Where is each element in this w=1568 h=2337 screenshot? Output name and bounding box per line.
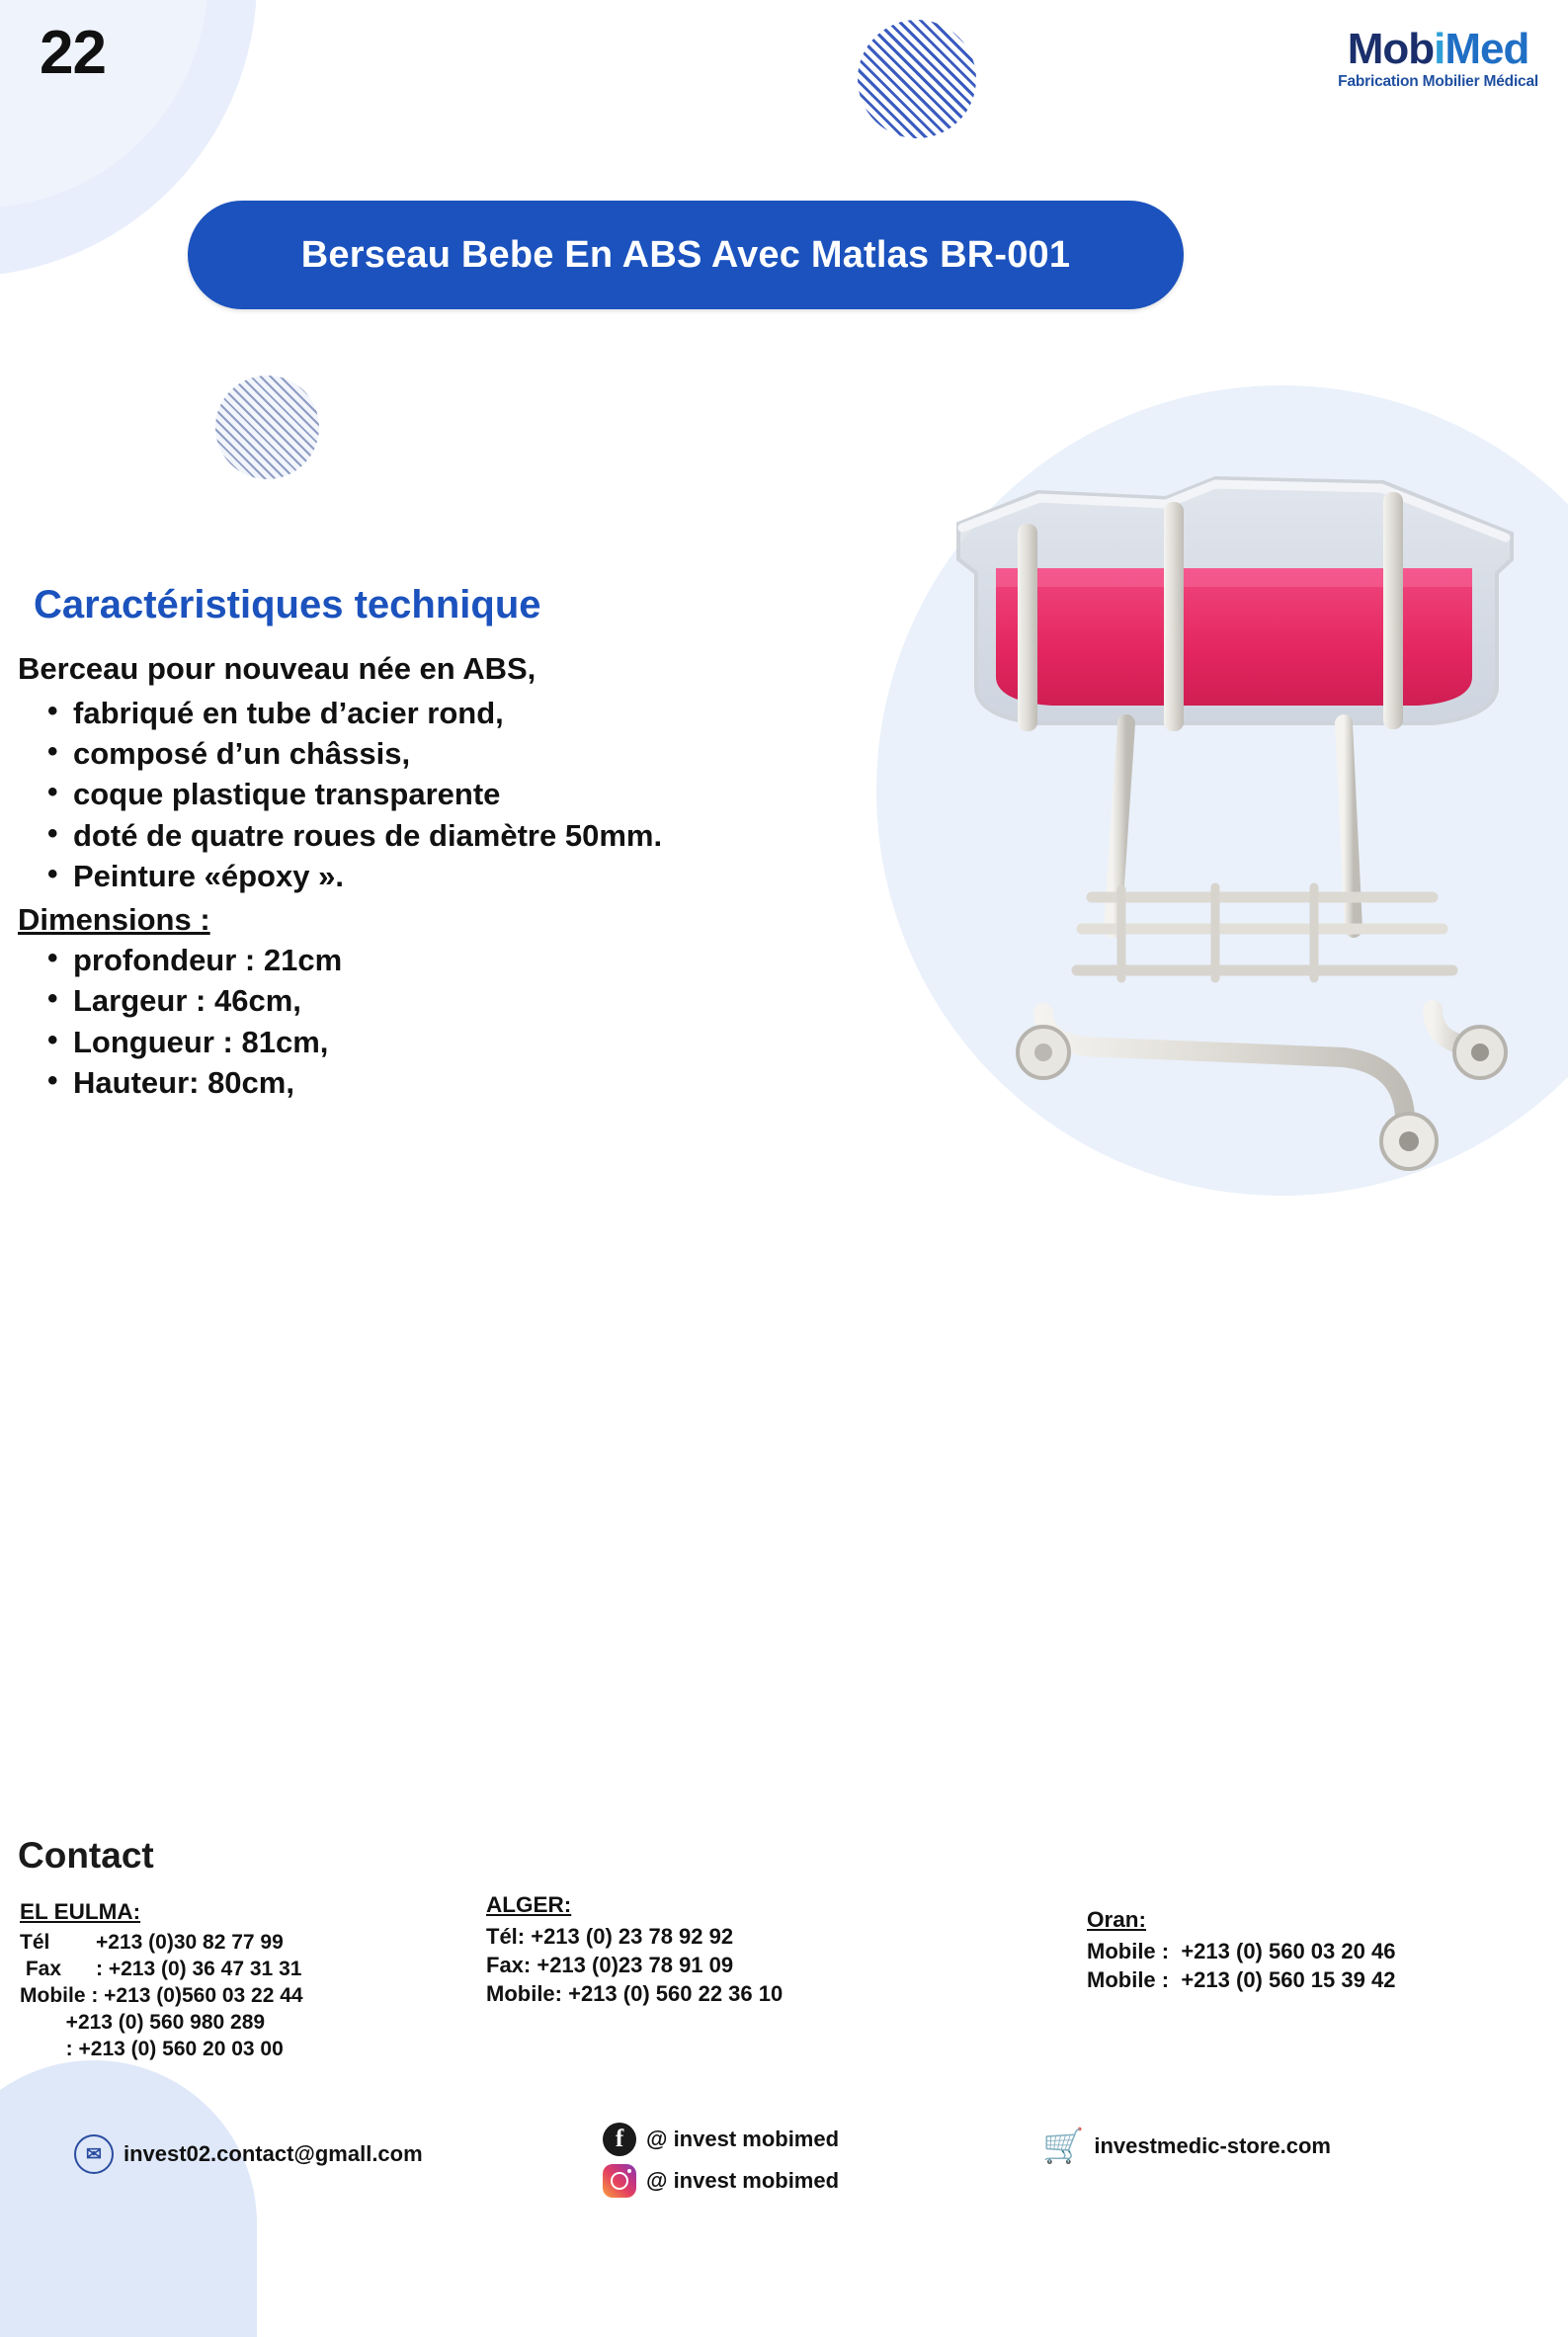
shopping-cart-icon: 🛒 [1042,2128,1085,2165]
specifications-section [18,583,1016,1103]
contact-line: Mobile : +213 (0) 560 15 39 42 [1087,1967,1396,1992]
contact-line: Mobile : +213 (0) 560 03 20 46 [1087,1939,1396,1963]
cot-post-left [1018,524,1037,731]
website-contact[interactable] [1042,2129,1331,2163]
contact-line: Mobile : +213 (0)560 03 22 44 [20,1984,303,2007]
contact-column-alger [486,1892,783,2010]
features-list [18,693,1016,896]
contact-column-eulma [20,1899,303,2064]
castor-wheel-front [1381,1114,1437,1169]
specifications-lead: Berceau pour nouveau née en ABS, [18,651,536,686]
contact-line: +213 (0) 560 980 289 [20,2011,266,2034]
email-address: invest02.contact@gmall.com [124,2141,423,2166]
envelope-icon: ✉ [74,2134,114,2174]
cot-post-midleft [1164,502,1184,731]
dimensions-list [18,940,1016,1103]
contact-line: Tél +213 (0)30 82 77 99 [20,1931,284,1954]
list-item: • composé d’un châssis, [73,733,1016,774]
facebook-handle: @ invest mobimed [646,2127,840,2151]
list-item: • coque plastique transparente [73,774,1016,814]
instagram-contact[interactable] [603,2164,839,2198]
dimensions-heading: Dimensions : [18,902,210,938]
list-item: • fabriqué en tube d’acier rond, [73,693,1016,733]
striped-circle-top [858,20,976,138]
list-item: • profondeur : 21cm [73,940,1016,980]
brand-tagline: Fabrication Mobilier Médical [1338,73,1538,90]
striped-circle-small [215,376,319,479]
contact-line: Fax: +213 (0)23 78 91 09 [486,1953,734,1977]
brand-name-part2: Med [1444,25,1529,73]
contact-line: Mobile: +213 (0) 560 22 36 10 [486,1981,784,2006]
list-item: • doté de quatre roues de diamètre 50mm. [73,815,1016,856]
product-title: Berseau Bebe En ABS Avec Matlas BR-001 [300,233,1071,276]
email-contact[interactable] [74,2134,423,2174]
bottom-left-decoration [0,2060,257,2337]
list-item: • Longueur : 81cm, [73,1022,1016,1062]
contact-line: Fax : +213 (0) 36 47 31 31 [20,1958,302,1980]
instagram-handle: @ invest mobimed [646,2168,840,2193]
contact-column-oran [1087,1907,1395,1996]
page-number: 22 [40,19,106,87]
list-item: • Hauteur: 80cm, [73,1062,1016,1103]
facebook-icon: f [603,2123,636,2156]
list-item: • Largeur : 46cm, [73,980,1016,1021]
castor-wheel-left [1018,1027,1069,1078]
contact-city-eulma: EL EULMA: [20,1899,141,1924]
contact-line: : +213 (0) 560 20 03 00 [20,2038,284,2060]
brand-name-part1: Mob [1347,25,1435,73]
brand-name-i: i [1434,25,1445,73]
contact-city-oran: Oran: [1087,1907,1147,1932]
brand-logo [1338,25,1538,91]
instagram-icon [603,2164,636,2198]
cot-post-midright [1383,492,1403,729]
product-title-banner [188,201,1184,309]
specifications-heading: Caractéristiques technique [34,583,541,626]
brand-name [1338,25,1538,73]
contact-city-alger: ALGER: [486,1892,572,1917]
website-url: investmedic-store.com [1094,2133,1331,2158]
list-item: • Peinture «époxy ». [73,856,1016,896]
contact-line: Tél: +213 (0) 23 78 92 92 [486,1924,734,1949]
contact-heading: Contact [18,1835,154,1876]
facebook-contact[interactable] [603,2123,839,2156]
castor-wheel-right [1454,1027,1506,1078]
